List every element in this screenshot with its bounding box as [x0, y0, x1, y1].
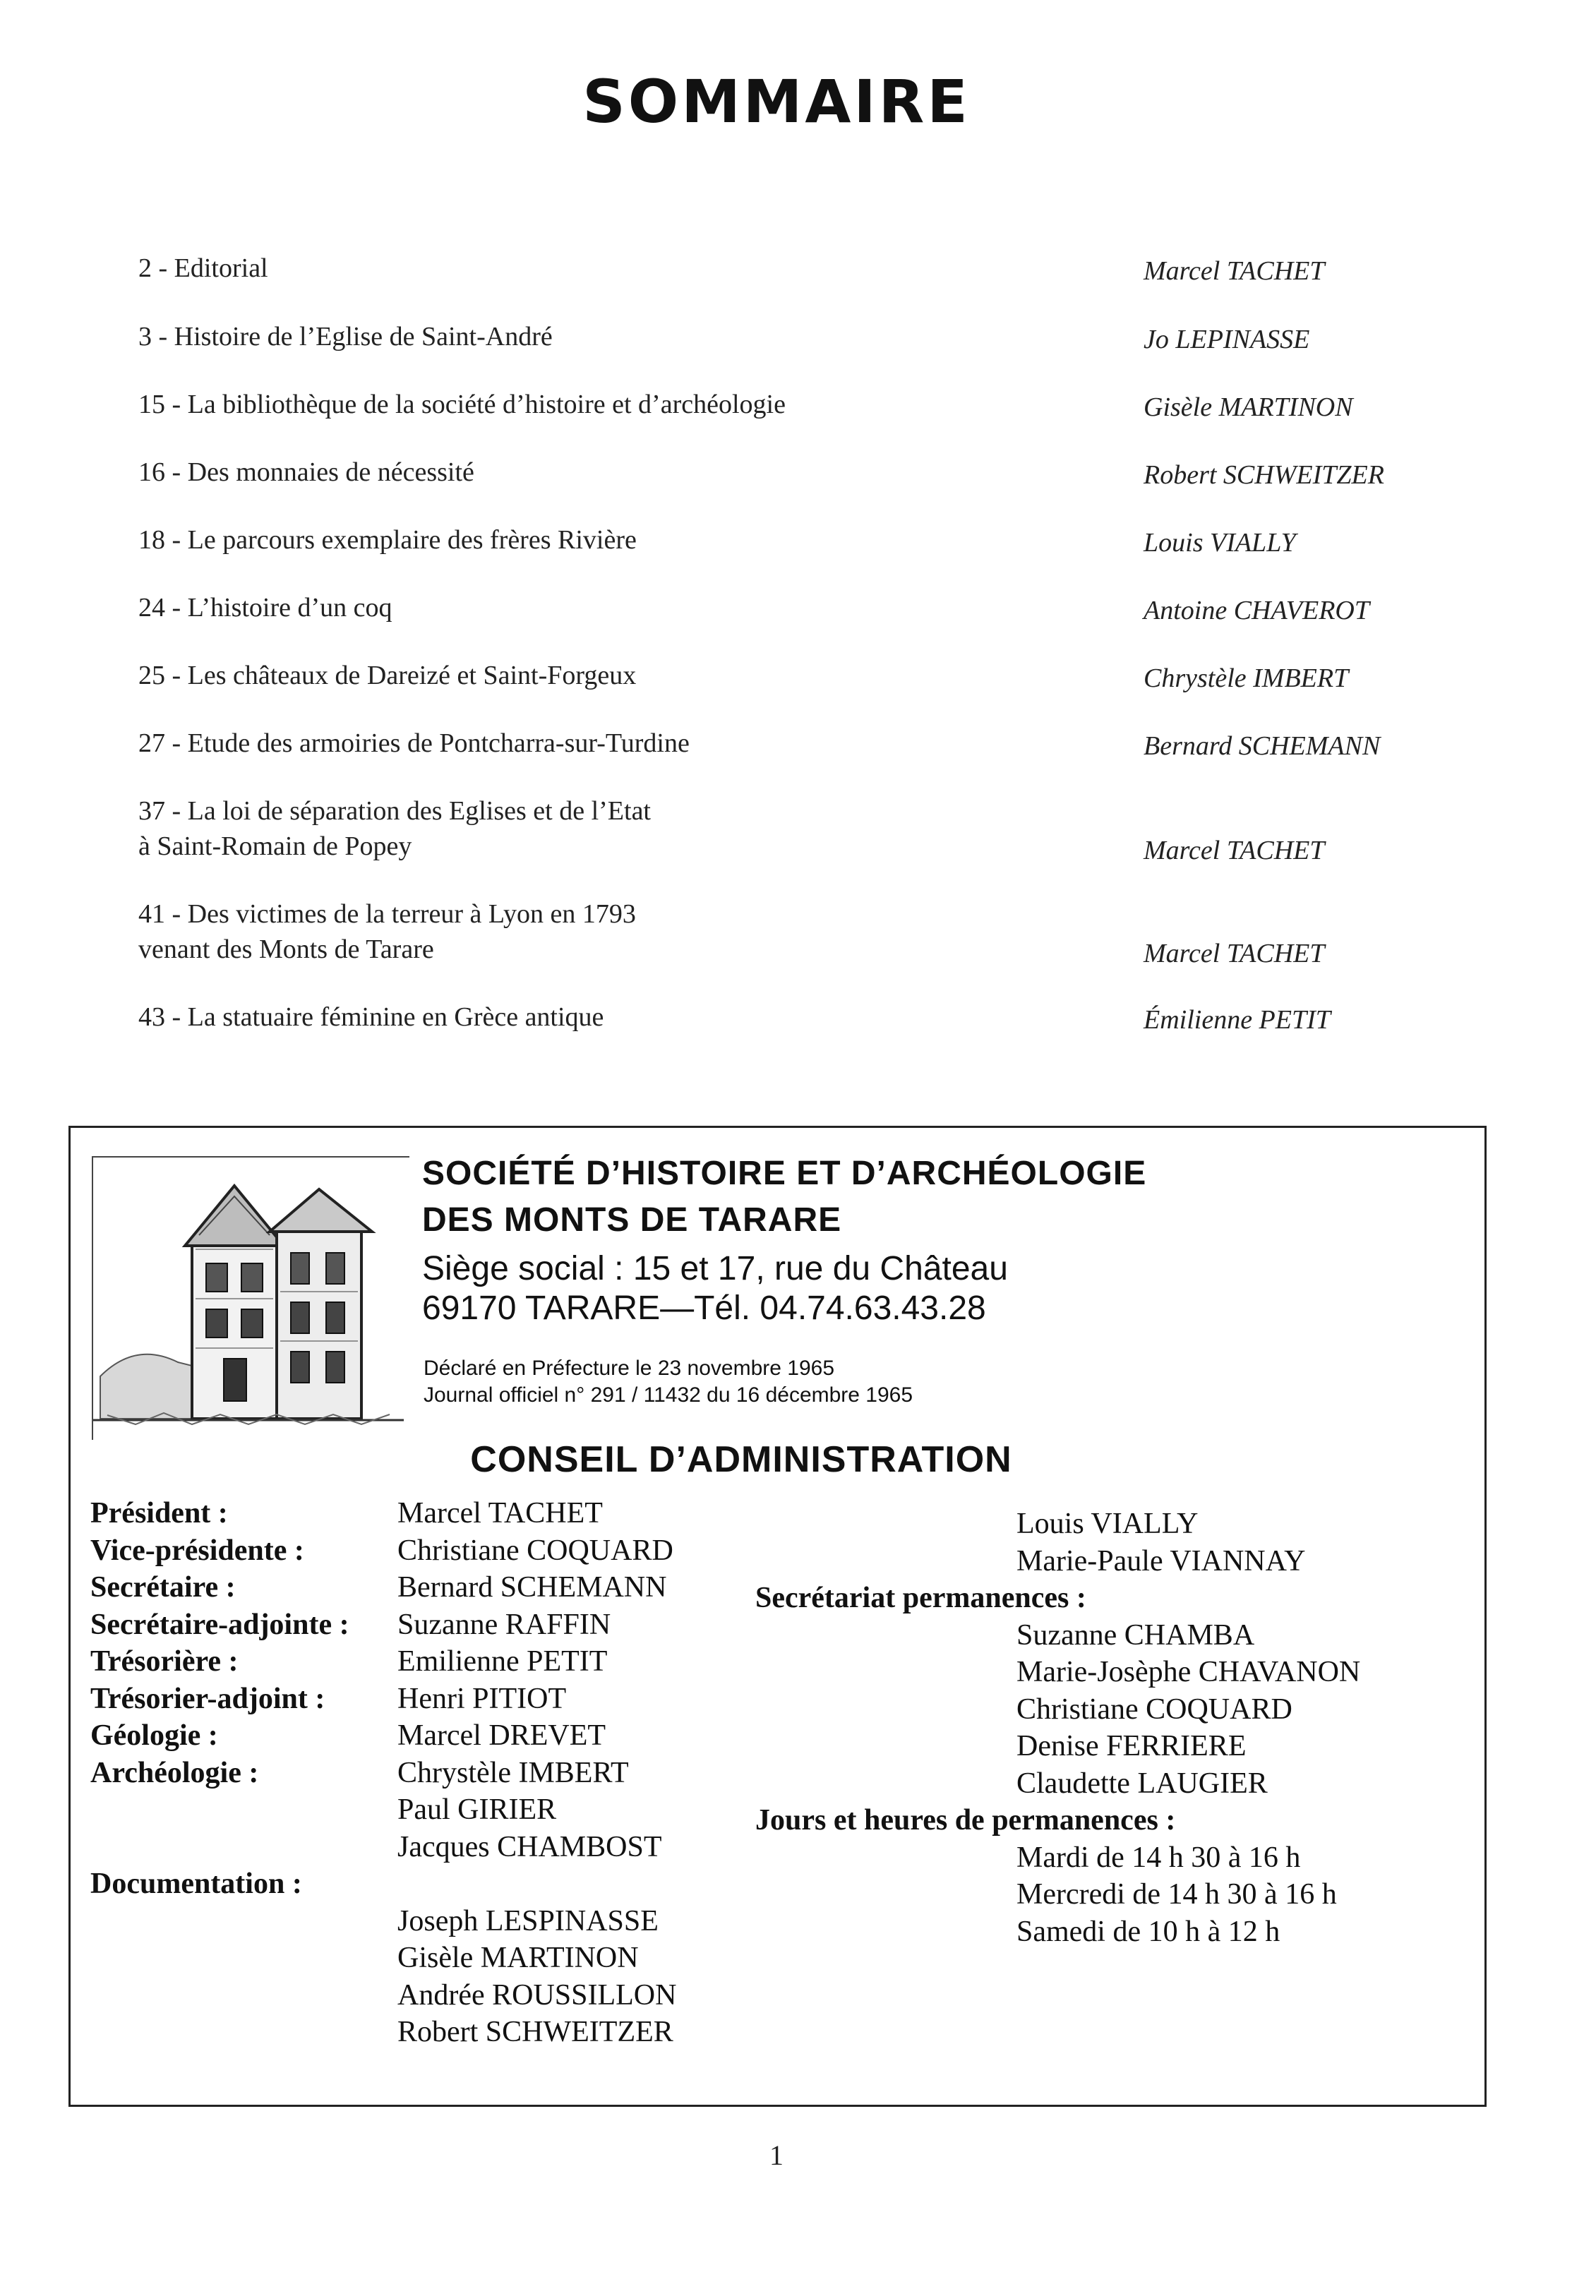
- toc-entry-title: 41 - Des victimes de la terreur à Lyon en 1793 venant des Monts de Tarare: [138, 899, 636, 964]
- board-member: Bernard SCHEMANN: [397, 1571, 667, 1604]
- toc-entry-author: Chrystèle IMBERT: [1144, 663, 1349, 693]
- board-role: [90, 1791, 401, 1829]
- secretariat-member: Claudette LAUGIER: [1016, 1767, 1268, 1800]
- hours-entry: Mardi de 14 h 30 à 16 h: [1016, 1841, 1301, 1874]
- hours-header: Jours et heures de permanences :: [755, 1804, 1176, 1837]
- board-member: [397, 1865, 793, 1903]
- board-member: Christiane COQUARD: [397, 1534, 673, 1567]
- secretariat-member: Denise FERRIERE: [1016, 1730, 1247, 1762]
- secretariat-header: Secrétariat permanences :: [755, 1582, 1086, 1614]
- board-member: Chrystèle IMBERT: [397, 1756, 629, 1789]
- toc-entry-author: Bernard SCHEMANN: [1144, 731, 1381, 761]
- castle-tower-illustration: [92, 1156, 409, 1440]
- toc-entry-title: 16 - Des monnaies de nécessité: [138, 457, 474, 487]
- board-names-column: [397, 1495, 793, 2051]
- board-member: Marie-Paule VIANNAY: [1016, 1544, 1306, 1577]
- toc-entry-title: 2 - Editorial: [138, 253, 268, 283]
- address-line: 69170 TARARE—Tél. 04.74.63.43.28: [422, 1290, 986, 1327]
- society-name-line: DES MONTS DE TARARE: [422, 1201, 842, 1239]
- board-member: Robert SCHWEITZER: [397, 2016, 673, 2048]
- hours-entry: Mercredi de 14 h 30 à 16 h: [1016, 1878, 1337, 1911]
- board-role: [90, 1829, 401, 1866]
- secretariat-member: Marie-Josèphe CHAVANON: [1016, 1656, 1361, 1688]
- board-member: Jacques CHAMBOST: [397, 1830, 662, 1863]
- toc-entry-author: Louis VIALLY: [1144, 528, 1296, 558]
- board-role: Archéologie :: [90, 1756, 259, 1789]
- toc-entry-author: Antoine CHAVEROT: [1144, 596, 1370, 625]
- board-member: Gisèle MARTINON: [397, 1942, 639, 1974]
- page-title: SOMMAIRE: [582, 67, 971, 136]
- board-member: Andrée ROUSSILLON: [397, 1978, 677, 2012]
- board-role: Géologie :: [90, 1719, 218, 1752]
- board-role: Secrétaire :: [90, 1571, 236, 1604]
- board-role: Trésorier-adjoint :: [90, 1682, 325, 1715]
- society-address: [422, 1249, 1269, 1328]
- toc-entry-author: Gisèle MARTINON: [1144, 392, 1353, 422]
- toc-entry-author: Jo LEPINASSE: [1144, 325, 1310, 354]
- board-member: Joseph LESPINASSE: [397, 1904, 659, 1937]
- society-name-line: SOCIÉTÉ D’HISTOIRE ET D’ARCHÉOLOGIE: [422, 1155, 1147, 1192]
- declaration-line: Déclaré en Préfecture le 23 novembre 1965: [424, 1357, 835, 1380]
- toc-entry-author: Robert SCHWEITZER: [1144, 460, 1384, 490]
- toc-entry-title: 3 - Histoire de l’Eglise de Saint-André: [138, 322, 553, 351]
- board-member: Henri PITIOT: [397, 1682, 567, 1715]
- society-info-box: [68, 1126, 1487, 2107]
- board-role: Vice-présidente :: [90, 1534, 304, 1567]
- board-right-column: [755, 1505, 1461, 1950]
- toc-entry-author: Marcel TACHET: [1144, 836, 1325, 865]
- toc-entry-title: 25 - Les châteaux de Dareizé et Saint-Forgeux: [138, 661, 637, 690]
- board-role: Président :: [90, 1497, 228, 1529]
- board-role: Documentation :: [90, 1868, 302, 1900]
- toc-entry-title: 24 - L’histoire d’un coq: [138, 593, 392, 623]
- society-declaration: [424, 1355, 1271, 1409]
- toc-entry-author: Émilienne PETIT: [1144, 1005, 1331, 1035]
- society-name: [422, 1150, 1410, 1244]
- secretariat-member: Suzanne CHAMBA: [1016, 1618, 1255, 1652]
- board-member: Marcel TACHET: [397, 1497, 603, 1529]
- toc-entry-title: 27 - Etude des armoiries de Pontcharra-sur-Turdine: [138, 728, 690, 758]
- board-member: Louis VIALLY: [1016, 1508, 1199, 1540]
- toc-entry-author: Marcel TACHET: [1144, 256, 1325, 286]
- board-role: Secrétaire-adjointe :: [90, 1608, 349, 1641]
- board-member: Emilienne PETIT: [397, 1645, 608, 1678]
- hours-entry: Samedi de 10 h à 12 h: [1016, 1915, 1280, 1948]
- board-role: Trésorière :: [90, 1645, 239, 1678]
- toc-entry-title: 37 - La loi de séparation des Eglises et de l’Etat à Saint-Romain de Popey: [138, 796, 651, 861]
- board-member: Paul GIRIER: [397, 1793, 557, 1826]
- board-roles-column: [90, 1495, 401, 1903]
- address-line: Siège social : 15 et 17, rue du Château: [422, 1250, 1008, 1287]
- secretariat-member: Christiane COQUARD: [1016, 1693, 1292, 1726]
- toc-entry-title: 43 - La statuaire féminine en Grèce antique: [138, 1002, 604, 1032]
- table-of-contents: [0, 0, 1596, 1059]
- toc-entry-title: 18 - Le parcours exemplaire des frères Rivière: [138, 525, 637, 555]
- board-member: Suzanne RAFFIN: [397, 1608, 611, 1641]
- toc-entry-title: 15 - La bibliothèque de la société d’histoire et d’archéologie: [138, 390, 786, 419]
- board-member: Marcel DREVET: [397, 1719, 606, 1752]
- conseil-title: CONSEIL D’ADMINISTRATION: [470, 1439, 1012, 1480]
- toc-entry-author: Marcel TACHET: [1144, 939, 1325, 968]
- declaration-line: Journal officiel n° 291 / 11432 du 16 décembre 1965: [424, 1383, 913, 1407]
- page-number: 1: [769, 2139, 784, 2171]
